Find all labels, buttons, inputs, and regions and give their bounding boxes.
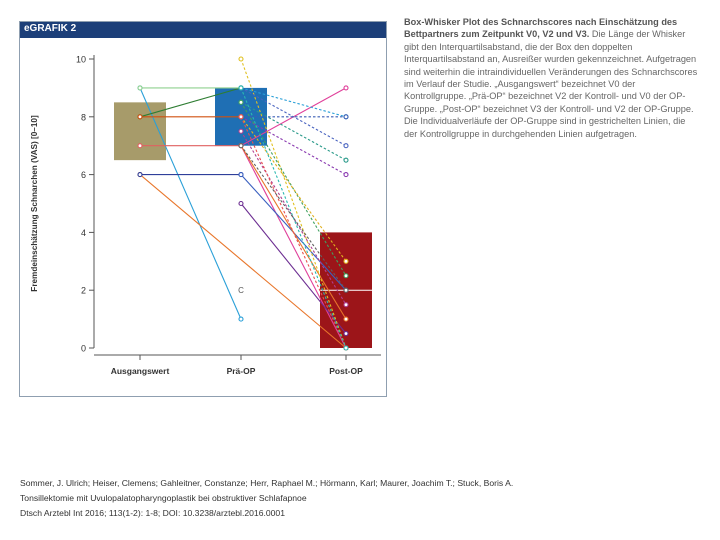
y-tick-label: 6	[80, 170, 86, 181]
trajectory-point	[344, 115, 348, 119]
outlier-label: C	[238, 286, 244, 296]
x-tick-label: Ausgangswert	[110, 366, 170, 376]
trajectory-point	[344, 158, 348, 162]
figure-label: eGRAFIK 2	[24, 23, 77, 34]
y-tick-label: 2	[80, 285, 86, 296]
figure-frame	[19, 21, 387, 397]
caption-title: Box-Whisker Plot des Schnarchscores nach Einschätzung des Bettpartners zum Zeitpunkt V0, V2 und V3.	[404, 17, 678, 40]
trajectory-point	[239, 144, 243, 148]
y-axis-label: Fremdeinschätzung Schnarchen (VAS) [0–10]	[30, 115, 39, 292]
trajectory-point	[138, 115, 142, 119]
box-whisker-chart	[20, 22, 386, 396]
trajectory-point	[344, 317, 348, 321]
y-tick-label: 10	[75, 54, 86, 65]
trajectory-line	[140, 175, 346, 348]
figure-caption	[404, 16, 700, 140]
x-tick-label: Prä-OP	[226, 366, 256, 376]
trajectory-point	[239, 100, 243, 104]
citation-block	[20, 476, 700, 521]
trajectory-point	[344, 346, 348, 350]
caption-body: Die Länge der Whisker gibt den Interquartilsabstand, die der Box den doppelten Interquartilsabstand an, Ausreißer wurden gekennzeichnet. Aufgetragen sind weiterhin die intraindividuellen Veränderungen des Schnarchscores im Verlauf der Studie. „Ausgangswert“ bezeichnet V0 der Kontrollgruppe. „Prä-OP“ bezeichnet V2 der Kontroll- und V0 der OP-Gruppe. „Post-OP“ bezeichnet V3 der Kontroll- und V2 der OP-Gruppe. Die Individualverläufe der OP-Gruppe sind in gestrichelten Linien, die der Kontrollgruppe in durchgehenden Linien aufgetragen.	[404, 29, 698, 139]
y-tick-label: 0	[80, 343, 86, 354]
trajectory-point	[344, 303, 348, 307]
y-tick-label: 8	[80, 112, 86, 123]
x-tick-label: Post-OP	[329, 366, 363, 376]
trajectory-point	[344, 274, 348, 278]
trajectory-point	[239, 115, 243, 119]
trajectory-point	[344, 288, 348, 292]
trajectory-point	[239, 173, 243, 177]
trajectory-point	[138, 173, 142, 177]
citation-authors: Sommer, J. Ulrich; Heiser, Clemens; Gahleitner, Constanze; Herr, Raphael M.; Hörmann, Karl; Maurer, Joachim T.; Stuck, Boris A.	[20, 478, 514, 488]
trajectory-point	[239, 129, 243, 133]
box-ausgangswert	[114, 102, 166, 160]
trajectory-point	[344, 259, 348, 263]
trajectory-point	[239, 57, 243, 61]
trajectory-point	[239, 86, 243, 90]
citation-source: Dtsch Arztebl Int 2016; 113(1-2): 1-8; DOI: 10.3238/arztebl.2016.0001	[20, 508, 285, 518]
trajectory-point	[239, 202, 243, 206]
trajectory-line	[241, 102, 346, 275]
trajectory-point	[344, 332, 348, 336]
trajectory-point	[138, 144, 142, 148]
y-tick-label: 4	[80, 227, 86, 238]
citation-title: Tonsillektomie mit Uvulopalatopharyngoplastik bei obstruktiver Schlafapnoe	[20, 493, 307, 503]
trajectory-point	[344, 86, 348, 90]
trajectory-point	[344, 144, 348, 148]
trajectory-point	[239, 317, 243, 321]
trajectory-point	[344, 173, 348, 177]
trajectory-point	[138, 86, 142, 90]
